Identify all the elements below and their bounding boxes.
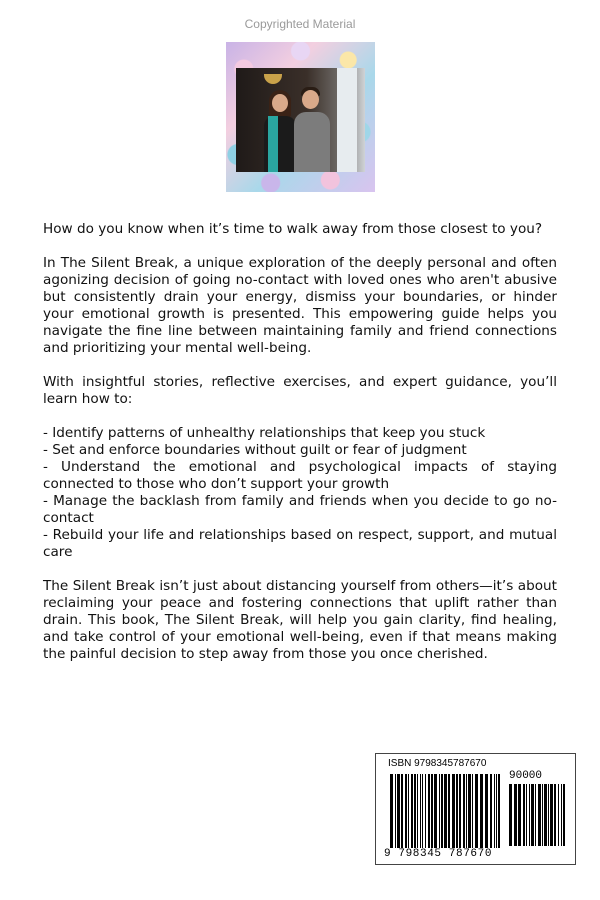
barcode-stripe: [544, 784, 547, 846]
barcode-stripe: [466, 774, 467, 848]
copyright-watermark-top: Copyrighted Material: [244, 17, 356, 31]
barcode-stripe: [475, 774, 478, 848]
barcode-stripe: [509, 784, 512, 846]
barcode-stripe: [490, 774, 492, 848]
barcode-stripe: [535, 784, 536, 846]
barcode-stripe: [563, 784, 565, 846]
barcode-stripe: [542, 784, 543, 846]
barcode-stripe: [480, 774, 483, 848]
barcode-stripe: [439, 774, 440, 848]
bullet-item: - Manage the backlash from family and friends when you decide to go no-contact: [43, 493, 557, 526]
barcode-stripe: [405, 774, 407, 848]
barcode-stripe: [397, 774, 400, 848]
barcode-stripe: [538, 784, 541, 846]
barcode-stripe: [395, 774, 396, 848]
barcode-stripe: [463, 774, 465, 848]
barcode-stripe: [518, 784, 521, 846]
lead-in-paragraph: With insightful stories, reflective exercises, and expert guidance, you’ll learn how to:: [43, 374, 557, 407]
barcode-stripe: [554, 784, 556, 846]
barcode-stripe: [496, 774, 497, 848]
barcode-stripe: [498, 774, 500, 848]
author-photo: [236, 68, 365, 172]
author-photo-frame: [226, 42, 375, 192]
bullet-item: - Identify patterns of unhealthy relationships that keep you stuck: [43, 425, 486, 441]
isbn-digits: 9 798345 787670: [384, 848, 493, 860]
barcode-bars: [390, 774, 502, 848]
barcode-stripe: [485, 774, 488, 848]
barcode-stripe: [434, 774, 437, 848]
isbn-label: ISBN 9798345787670: [388, 758, 487, 769]
barcode-stripe: [441, 774, 443, 848]
barcode-stripe: [420, 774, 421, 848]
closing-paragraph: The Silent Break isn’t just about distancing yourself from others—it’s about reclaiming your peace and fostering connections that uplift rather than drain. This book, The Silent Break, will help you gain clarity, find healing, and take control of your emotional well-being, even if that means making the painful decision to step away from those you once cherished.: [43, 578, 557, 662]
barcode-stripe: [494, 774, 495, 848]
barcode-stripe: [422, 774, 423, 848]
isbn-barcode: [375, 753, 576, 865]
intro-paragraph: In The Silent Break, a unique exploration of the deeply personal and often agonizing decision of going no-contact with loved ones who aren't abusive but consistently drain your energy, dismiss your boundaries, or hinder your emotional growth is presented. This empowering guide helps you navigate the fine line between maintaining family and friend connections and prioritizing your mental well-being.: [43, 255, 557, 356]
barcode-stripe: [558, 784, 559, 846]
opening-question: How do you know when it’s time to walk away from those closest to you?: [43, 221, 543, 237]
barcode-stripe: [452, 774, 455, 848]
barcode-stripe: [390, 774, 393, 848]
barcode-addon-bars: [509, 784, 565, 846]
barcode-stripe: [523, 784, 525, 846]
barcode-stripe: [459, 774, 461, 848]
barcode-stripe: [425, 774, 426, 848]
barcode-stripe: [414, 774, 416, 848]
barcode-stripe: [529, 784, 530, 846]
barcode-stripe: [468, 774, 471, 848]
barcode-stripe: [526, 784, 527, 846]
barcode-stripe: [448, 774, 450, 848]
barcode-stripe: [444, 774, 447, 848]
back-cover-description: [43, 221, 557, 663]
barcode-stripe: [561, 784, 562, 846]
barcode-stripe: [411, 774, 413, 848]
barcode-stripe: [428, 774, 430, 848]
barcode-stripe: [456, 774, 458, 848]
barcode-stripe: [431, 774, 433, 848]
barcode-stripe: [514, 784, 517, 846]
bullet-item: - Understand the emotional and psychological impacts of staying connected to those who don’t support your growth: [43, 459, 557, 492]
barcode-stripe: [408, 774, 409, 848]
barcode-stripe: [401, 774, 403, 848]
barcode-stripe: [531, 784, 534, 846]
barcode-stripe: [548, 784, 549, 846]
bullet-item: - Rebuild your life and relationships based on respect, support, and mutual care: [43, 527, 557, 560]
bullet-item: - Set and enforce boundaries without guilt or fear of judgment: [43, 442, 467, 458]
price-code: 90000: [509, 770, 543, 782]
barcode-stripe: [550, 784, 553, 846]
barcode-stripe: [472, 774, 473, 848]
barcode-stripe: [417, 774, 418, 848]
